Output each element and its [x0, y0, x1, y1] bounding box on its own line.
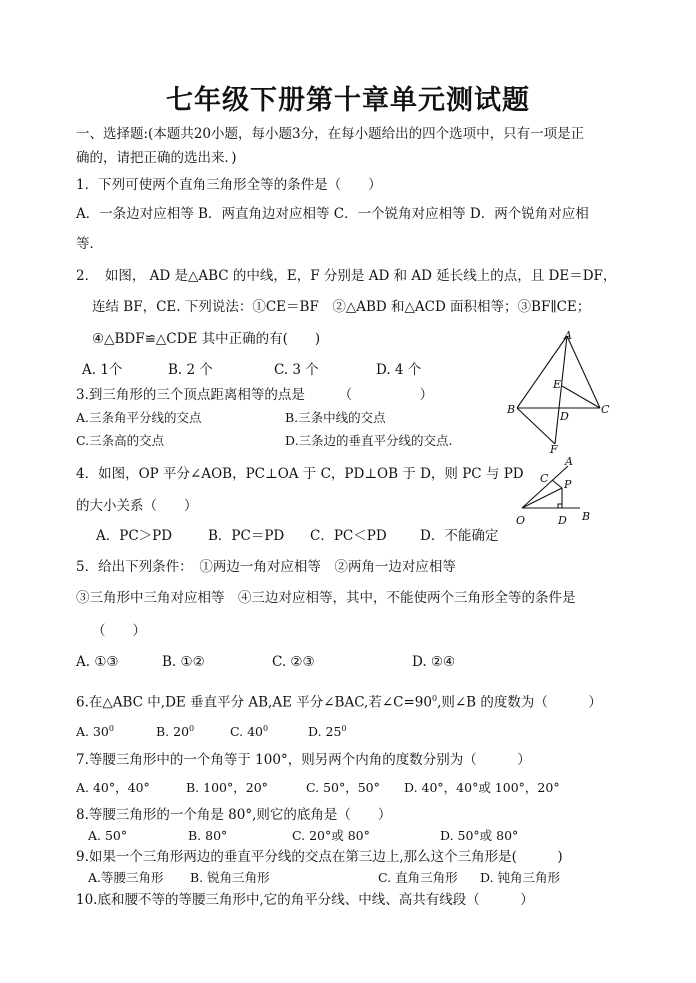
q2-option-b: B. 2 个	[168, 362, 213, 378]
q1-options-line1: A．一条边对应相等 B．两直角边对应相等 C．一个锐角对应相等 D．两个锐角对应相	[76, 206, 589, 222]
q6-option-d	[308, 720, 347, 741]
q4-option-d: D．不能确定	[420, 528, 499, 544]
figure-angle-bisector	[510, 452, 610, 530]
q2-line2: 连结 BF，CE. 下列说法：①CE＝BF ②△ABD 和△ACD 面积相等；③BF∥CE；	[92, 299, 591, 315]
fig1-label-d: D	[560, 410, 569, 423]
q6-option-d-sup: 0	[341, 724, 347, 733]
q4-option-c: C．PC＜PD	[310, 528, 387, 544]
q10-stem: 10.底和腰不等的等腰三角形中,它的角平分线、中线、高共有线段（ ）	[76, 892, 534, 908]
fig1-label-e: E	[553, 378, 562, 391]
q6-option-a-label: A. 30	[76, 724, 109, 740]
q8-stem: 8.等腰三角形的一个角是 80°,则它的底角是（ ）	[76, 807, 392, 823]
fig2-label-p: P	[564, 478, 572, 491]
q6-option-d-label: D. 25	[308, 724, 342, 740]
section-header-line2: 确的，请把正确的选出来．)	[76, 150, 237, 166]
page-title: 七年级下册第十章单元测试题	[166, 85, 530, 116]
q9-option-c: C. 直角三角形	[378, 870, 458, 885]
q6-stem	[76, 690, 602, 712]
q5-line2: ③三角形中三角对应相等 ④三边对应相等，其中，不能使两个三角形全等的条件是	[76, 590, 576, 606]
fig2-label-a: A	[565, 455, 573, 468]
q6-stem-text: 6.在△ABC 中,DE 垂直平分 AB,AE 平分∠BAC,若∠C=90	[76, 694, 432, 711]
fig2-label-o: O	[516, 514, 526, 527]
q6-option-a-sup: 0	[108, 724, 114, 733]
q2-option-c: C. 3 个	[274, 362, 319, 378]
q7-option-b: B. 100°，20°	[186, 780, 268, 795]
q8-option-c: C. 20°或 80°	[292, 828, 370, 843]
fig1-label-f: F	[550, 443, 558, 456]
q4-line2: 的大小关系（ ）	[76, 498, 198, 514]
q6-option-b-sup: 0	[189, 724, 195, 733]
q5-option-a: A. ①③	[76, 654, 119, 670]
q2-option-d: D. 4 个	[376, 362, 422, 378]
q9-option-d: D. 钝角三角形	[480, 870, 561, 885]
q5-option-b: B. ①②	[162, 654, 205, 670]
q5-option-d: D. ②④	[412, 654, 456, 670]
q3-option-c: C.三条高的交点	[76, 433, 165, 448]
q8-option-b: B. 80°	[188, 828, 228, 843]
q3-option-d: D.三条边的垂直平分线的交点.	[285, 433, 453, 448]
q5-line1: 5．给出下列条件： ①两边一角对应相等 ②两角一边对应相等	[76, 559, 456, 575]
q2-line1: 2． 如图， AD 是△ABC 的中线，E，F 分别是 AD 和 AD 延长线上的点，且 DE＝DF，	[76, 268, 617, 284]
q8-option-a: A. 50°	[88, 828, 128, 843]
q5-line3: （ ）	[92, 623, 146, 639]
q4-option-b: B．PC＝PD	[208, 528, 285, 544]
fig2-label-b: B	[582, 510, 591, 523]
section-header-line1: 一、选择题:(本题共20小题，每小题3分，在每小题给出的四个选项中，只有一项是正	[76, 126, 585, 142]
q6-option-a	[76, 720, 114, 741]
q4-option-a: A．PC＞PD	[96, 528, 173, 544]
q4-line1: 4．如图，OP 平分∠AOB，PC⊥OA 于 C，PD⊥OB 于 D，则 PC 与 PD	[76, 466, 524, 482]
q6-option-c-sup: 0	[262, 724, 269, 733]
q3-stem: 3.到三角形的三个顶点距离相等的点是 （ ）	[76, 387, 434, 403]
q6-stem-tail: ,则∠B 的度数为（ ）	[437, 694, 602, 711]
fig1-label-b: B	[507, 403, 516, 416]
q3-option-a: A.三条角平分线的交点	[76, 410, 202, 425]
fig2-label-c: C	[540, 472, 549, 485]
q1-stem: 1．下列可使两个直角三角形全等的条件是（ ）	[76, 177, 382, 193]
q6-option-b-label: B. 20	[156, 724, 190, 740]
q6-stem-sup: 0	[431, 694, 438, 703]
fig1-label-a: A	[564, 329, 572, 342]
q1-options-line2: 等．	[76, 236, 103, 252]
q6-option-b	[156, 720, 194, 741]
q7-option-c: C. 50°，50°	[306, 780, 380, 795]
q7-stem: 7.等腰三角形中的一个角等于 100°，则另两个内角的度数分别为（ ）	[76, 752, 531, 768]
q7-option-d: D. 40°，40°或 100°，20°	[404, 780, 560, 795]
fig1-label-c: C	[601, 403, 610, 416]
q2-option-a: A. 1个	[82, 362, 123, 378]
q9-stem: 9.如果一个三角形两边的垂直平分线的交点在第三边上,那么这个三角形是( )	[76, 849, 563, 865]
q6-option-c	[230, 720, 268, 741]
q3-option-b: B.三条中线的交点	[285, 410, 386, 425]
q7-option-a: A. 40°，40°	[76, 780, 150, 795]
fig2-label-d: D	[558, 514, 567, 527]
q6-option-c-label: C. 40	[230, 724, 263, 740]
q9-option-a: A.等腰三角形	[88, 870, 164, 885]
q9-option-b: B. 锐角三角形	[190, 870, 270, 885]
q8-option-d: D. 50°或 80°	[440, 828, 519, 843]
q2-line3: ④△BDF≌△CDE 其中正确的有( )	[92, 331, 321, 347]
q5-option-c: C. ②③	[272, 654, 315, 670]
figure-triangle-abc	[505, 326, 620, 456]
